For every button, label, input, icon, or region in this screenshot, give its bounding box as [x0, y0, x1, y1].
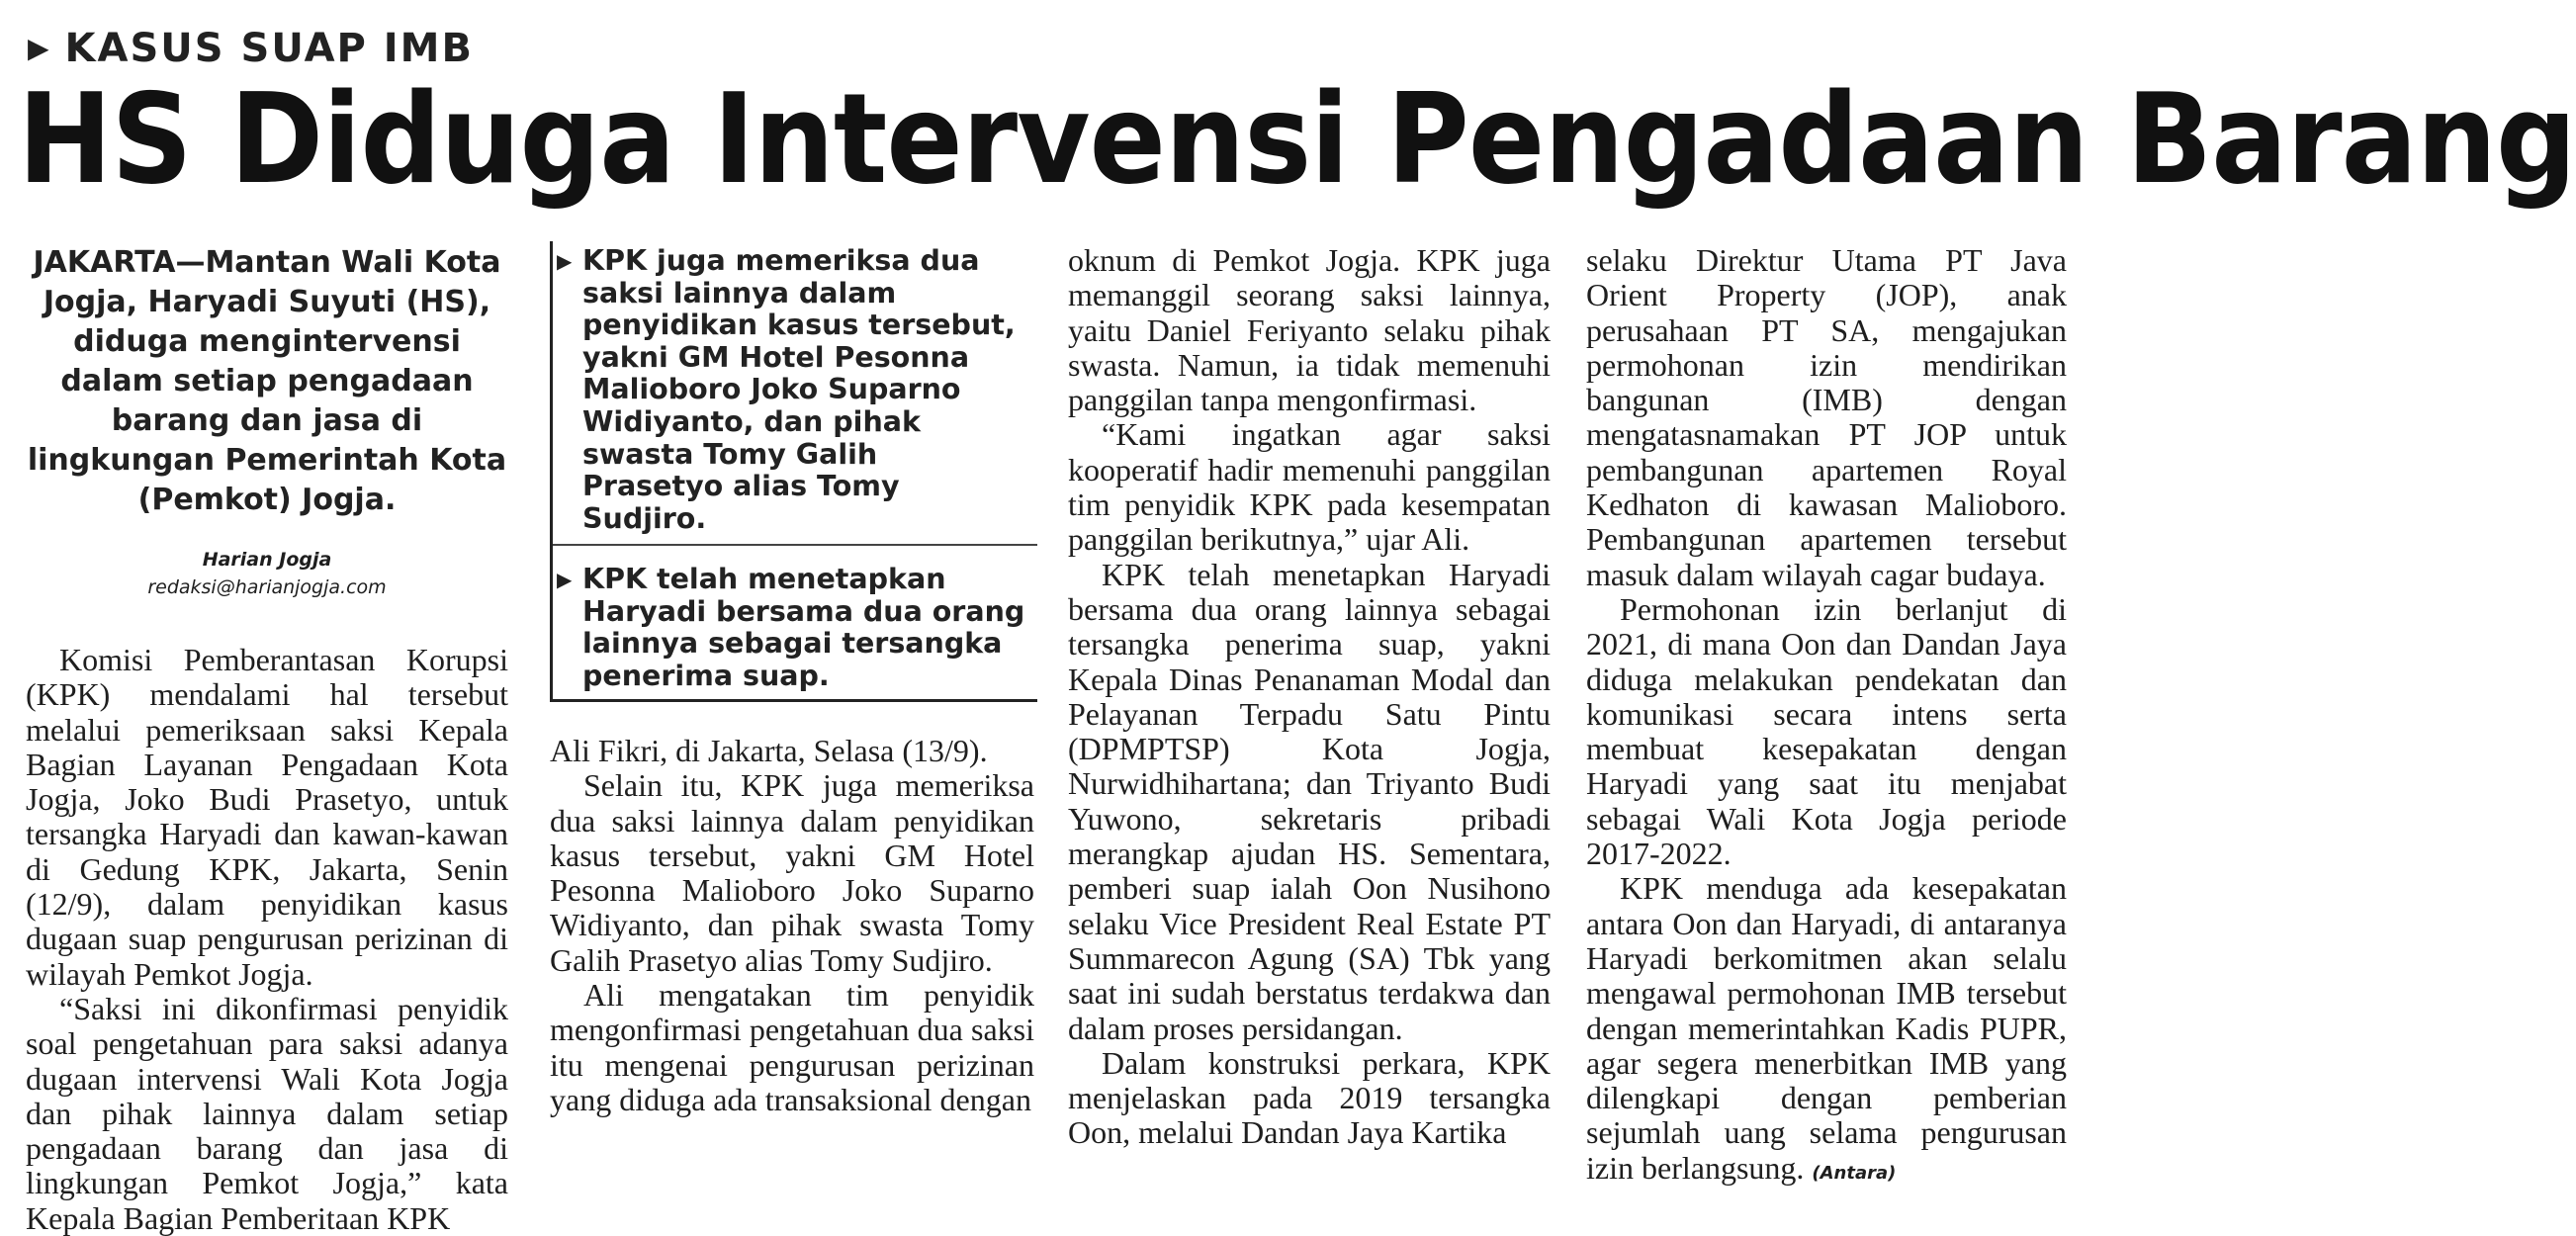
highlight-text: KPK juga memeriksa dua saksi lainnya dalam penyidikan kasus tersebut, yakni GM Hotel Pesonna Malioboro Joko Suparno Widiyanto, dan pihak swasta Tomy Galih Prasetyo alias Tomy Sudjiro.: [582, 244, 1016, 535]
source-credit: (Antara): [1812, 1162, 1897, 1184]
paragraph: Ali mengatakan tim penyidik mengonfirmasi pengetahuan dua saksi itu mengenai pengurusan perizinan yang diduga ada transaksional dengan: [550, 977, 1034, 1117]
paragraph: Dalam konstruksi perkara, KPK menjelaskan pada 2019 tersangka Oon, melalui Dandan Jaya Kartika: [1068, 1044, 1551, 1151]
triangle-bullet-icon: ▶: [28, 32, 51, 64]
paragraph: selaku Direktur Utama PT Java Orient Property (JOP), anak perusahaan PT SA, mengajukan permohonan izin mendirikan bangunan (IMB) dengan mengatasnamakan PT JOP untuk pembangunan apartemen Royal Kedhaton di kawasan Malioboro. Pembangunan apartemen tersebut masuk dalam wilayah cagar budaya.: [1586, 242, 2067, 592]
byline-email: redaksi@harianjogja.com: [147, 576, 387, 598]
lead-paragraph: JAKARTA—Mantan Wali Kota Jogja, Haryadi Suyuti (HS), diduga mengintervensi dalam setiap pengadaan barang dan jasa di lingkungan Pemerintah Kota (Pemkot) Jogja.: [27, 245, 507, 517]
paragraph-text: KPK menduga ada kesepakatan antara Oon dan Haryadi, di antaranya Haryadi berkomitmen akan selalu mengawal permohonan IMB tersebut dengan memerintahkan Kadis PUPR, agar segera menerbitkan IMB yang dilengkapi dengan pemberian sejumlah uang selama pengurusan izin berlangsung.: [1586, 870, 2067, 1186]
paragraph: “Kami ingatkan agar saksi kooperatif hadir memenuhi panggilan tim penyidik KPK pada kesempatan panggilan berikutnya,” ujar Ali.: [1068, 416, 1551, 558]
triangle-bullet-icon: ▶: [557, 249, 573, 273]
headline: HS Diduga Intervensi Pengadaan Barang: [18, 66, 2576, 212]
paragraph: [1586, 871, 2067, 1191]
column-1: [26, 243, 508, 1236]
paragraph: Selain itu, KPK juga memeriksa dua saksi lainnya dalam penyidikan kasus tersebut, yakni GM Hotel Pesonna Malioboro Joko Suparno Widiyanto, dan pihak swasta Tomy Galih Prasetyo alias Tomy Sudjiro.: [550, 767, 1034, 978]
paragraph: “Saksi ini dikonfirmasi penyidik soal pengetahuan para saksi adanya dugaan intervensi Wali Kota Jogja dan pihak lainnya dalam setiap pengadaan barang dan jasa di lingkungan Pemkot Jogja,” kata Kepala Bagian Pemberitaan KPK: [26, 990, 508, 1236]
column-4: [1586, 243, 2067, 1191]
section-kicker: [28, 26, 474, 71]
byline-source: Harian Jogja: [202, 549, 332, 571]
box-bottom-rule: [553, 699, 1037, 702]
column-3: [1068, 243, 1551, 1151]
byline: [26, 546, 508, 601]
divider: [553, 544, 1037, 546]
paragraph: oknum di Pemkot Jogja. KPK juga memanggil seorang saksi lainnya, yaitu Daniel Feriyanto selaku pihak swasta. Namun, ia tidak memenuhi panggilan tanpa mengonfirmasi.: [1068, 242, 1551, 418]
paragraph: KPK telah menetapkan Haryadi bersama dua orang lainnya sebagai tersangka penerima suap, yakni Kepala Dinas Penanaman Modal dan Pelayanan Terpadu Satu Pintu (DPMPTSP) Kota Jogja, Nurwidhihartana; dan Triyanto Budi Yuwono, sekretaris pribadi merangkap ajudan HS. Sementara, pemberi suap ialah Oon Nusihono selaku Vice President Real Estate PT Summarecon Agung (SA) Tbk yang saat ini sudah berstatus terdakwa dan dalam proses persidangan.: [1068, 556, 1551, 1046]
highlights-box: [550, 241, 1037, 702]
triangle-bullet-icon: ▶: [557, 568, 573, 591]
paragraph: Permohonan izin berlanjut di 2021, di mana Oon dan Dandan Jaya diduga melakukan pendekatan dan komunikasi secara intens serta membuat kesepakatan dengan Haryadi yang saat itu menjabat sebagai Wali Kota Jogja periode 2017-2022.: [1586, 590, 2067, 872]
highlight-item: [557, 563, 1027, 692]
column-2: [550, 734, 1034, 1117]
highlight-item: [557, 244, 1027, 535]
highlight-text: KPK telah menetapkan Haryadi bersama dua orang lainnya sebagai tersangka penerima suap.: [582, 563, 1025, 692]
paragraph: Ali Fikri, di Jakarta, Selasa (13/9).: [550, 733, 988, 768]
kicker-label: KASUS SUAP IMB: [64, 26, 474, 71]
paragraph: Komisi Pemberantasan Korupsi (KPK) mendalami hal tersebut melalui pemeriksaan saksi Kepala Bagian Layanan Pengadaan Kota Jogja, Joko Budi Prasetyo, untuk tersangka Haryadi dan kawan-kawan di Gedung KPK, Jakarta, Senin (12/9), dalam penyidikan kasus dugaan suap pengurusan perizinan di wilayah Pemkot Jogja.: [26, 642, 508, 992]
